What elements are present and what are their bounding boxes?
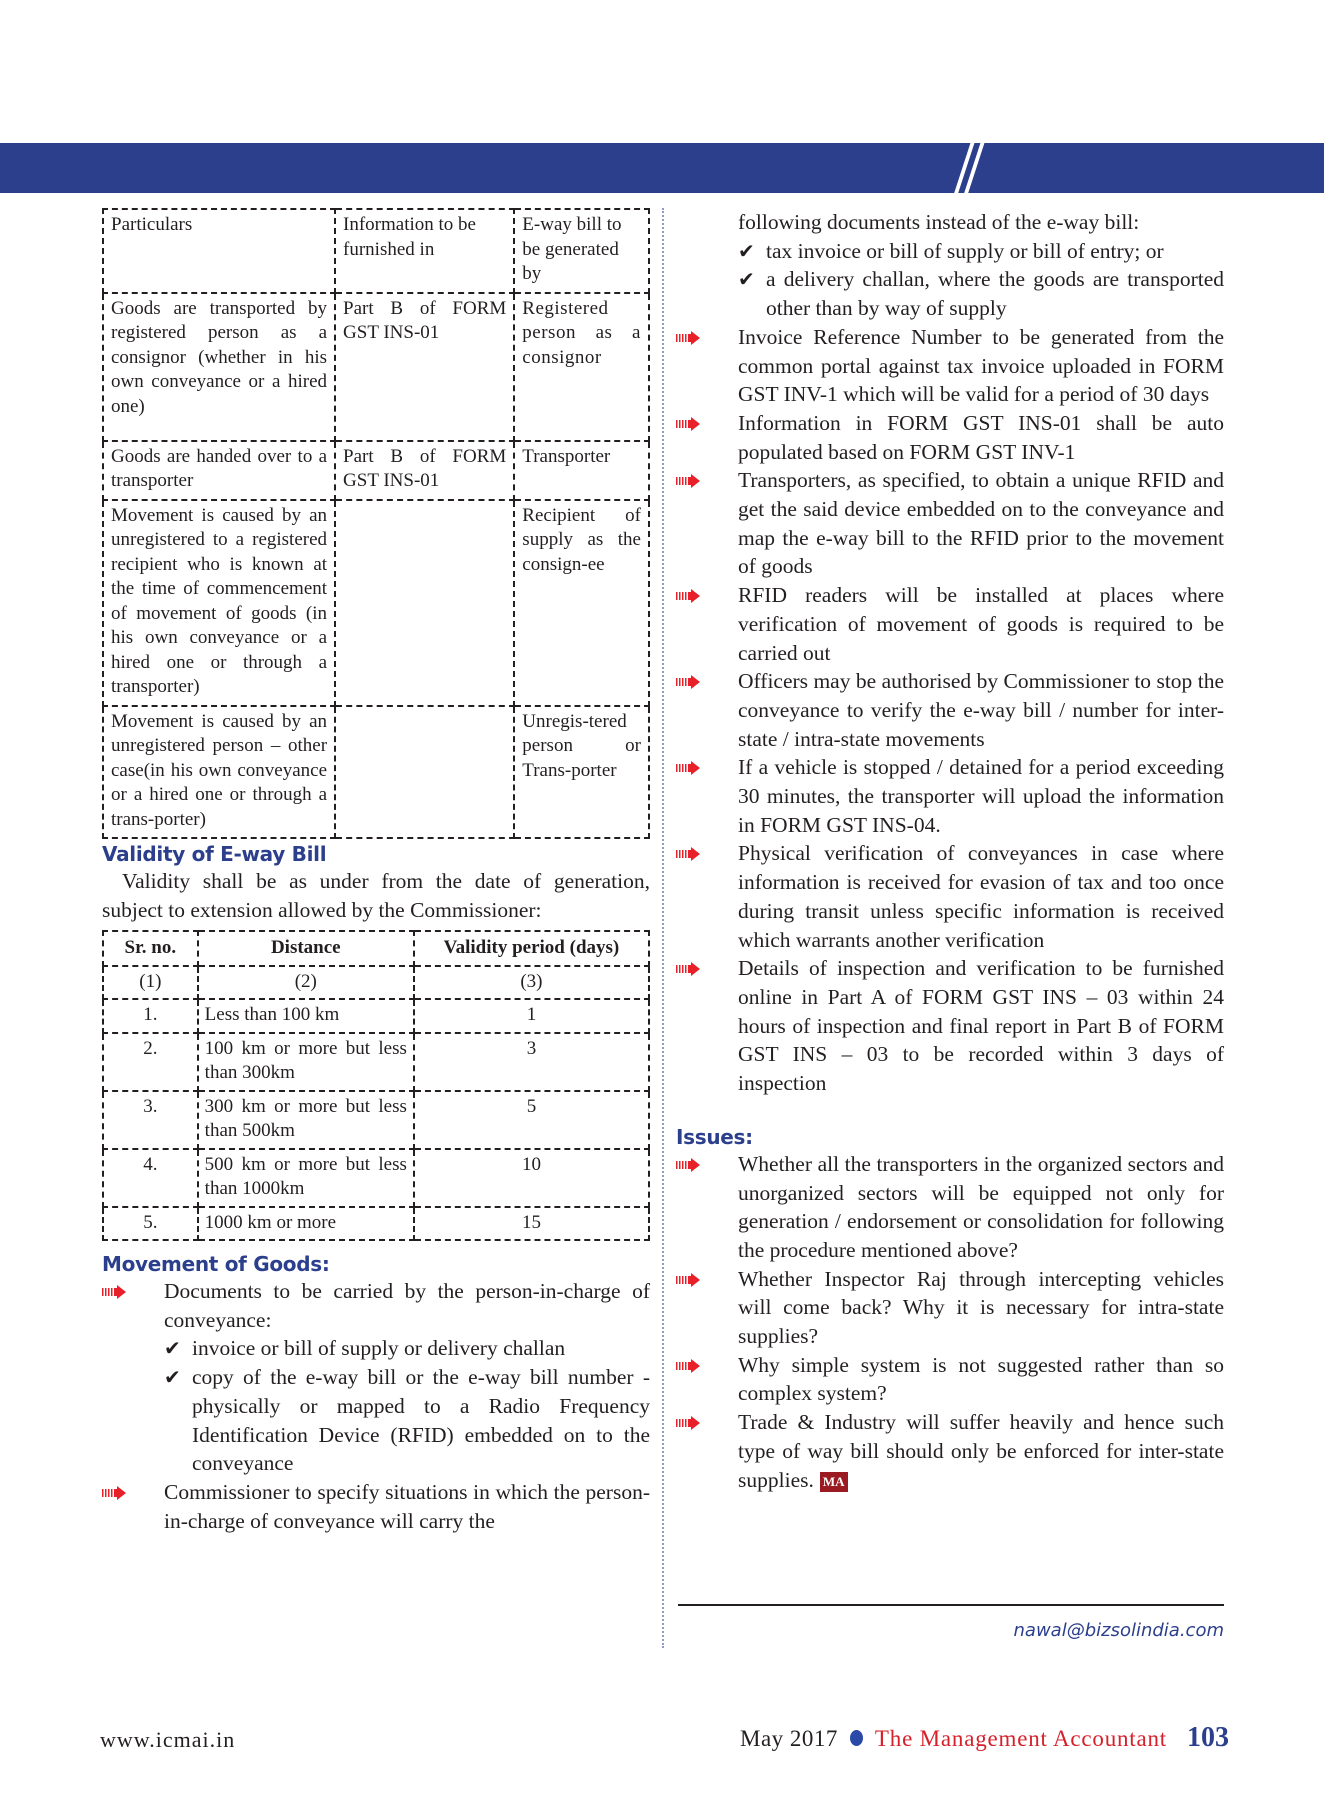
table-cell: Movement is caused by an unregistered to a registered recipient who is known at the time of commencement of movement of goods (in his own conveyance or a hired one or through a transporter) xyxy=(103,500,335,706)
list-item-text: Whether Inspector Raj through intercepting vehicles will come back? Why it is necessary for intra-state supplies? xyxy=(738,1266,1224,1349)
table-header-cell: E-way bill to be generated by xyxy=(514,209,649,293)
section-heading-issues: Issues: xyxy=(676,1124,753,1149)
table-cell: Goods are handed over to a transporter xyxy=(103,441,335,500)
table-header-cell: Information to be furnished in xyxy=(335,209,514,293)
table-cell: (2) xyxy=(198,966,414,1000)
check-item-text: copy of the e-way bill or the e-way bill number - physically or mapped to a Radio Frequency Identification Device (RFID) embedded on to the conveyance xyxy=(192,1365,650,1476)
table-cell: 3 xyxy=(414,1033,649,1091)
list-item xyxy=(676,1351,1224,1408)
red-arrow-icon xyxy=(676,1416,700,1430)
check-item xyxy=(164,1334,650,1363)
list-item-text: Whether all the transporters in the organized sectors and unorganized sectors will be equipped not only for generation / endorsement or consolidation for following the procedure mentioned above? xyxy=(738,1151,1224,1262)
list-item-text: Details of inspection and verification to be furnished online in Part A of FORM GST INS – 03 within 24 hours of inspection and final report in Part B of FORM GST INS – 03 to be recorded within 3 days of inspection xyxy=(738,956,1224,1096)
list-item-text: RFID readers will be installed at places where verification of movement of goods is required to be carried out xyxy=(738,583,1224,665)
red-arrow-icon xyxy=(676,417,700,431)
table-cell: (3) xyxy=(414,966,649,1000)
red-arrow-icon xyxy=(676,962,700,976)
table-cell: 500 km or more but less than 1000km xyxy=(198,1149,414,1207)
table-header-cell: Particulars xyxy=(103,209,335,293)
table-cell: 1 xyxy=(414,999,649,1033)
table-cell: 300 km or more but less than 500km xyxy=(198,1091,414,1149)
table-row xyxy=(103,1149,649,1207)
right-column xyxy=(676,208,1224,1494)
table-subheader-row xyxy=(103,966,649,1000)
table-header-cell: Validity period (days) xyxy=(414,931,649,966)
list-item-text: Transporters, as specified, to obtain a unique RFID and get the said device embedded on to the conveyance and map the e-way bill to the RFID prior to the movement of goods xyxy=(738,468,1224,579)
bullet-dot-icon xyxy=(850,1730,863,1746)
table-cell: (1) xyxy=(103,966,198,1000)
continuation-text: following documents instead of the e-way bill: xyxy=(738,210,1140,234)
red-arrow-icon xyxy=(676,331,700,345)
validity-table xyxy=(102,930,650,1241)
table-cell: Part B of FORM GST INS-01 xyxy=(335,441,514,500)
column-divider xyxy=(662,208,664,1648)
checkmark-icon: ✔ xyxy=(738,238,755,263)
list-item xyxy=(676,753,1224,839)
list-item xyxy=(676,1265,1224,1351)
table-cell: 100 km or more but less than 300km xyxy=(198,1033,414,1091)
checkmark-icon: ✔ xyxy=(164,1365,181,1390)
list-item xyxy=(676,839,1224,954)
table-cell: Movement is caused by an unregistered person – other case(in his own conveyance or a hired one or through a trans-porter) xyxy=(103,706,335,839)
table-cell: 1. xyxy=(103,999,198,1033)
footer-website-link[interactable]: www.icmai.in xyxy=(100,1727,236,1752)
table-cell: Goods are transported by registered person as a consignor (whether in his own conveyance or a hired one) xyxy=(103,293,335,441)
movement-list xyxy=(102,1277,650,1535)
table-cell: 15 xyxy=(414,1207,649,1241)
red-arrow-icon xyxy=(102,1285,126,1299)
table-row xyxy=(103,441,649,500)
eway-generation-table xyxy=(102,208,650,839)
check-list xyxy=(738,237,1224,323)
list-item-text: Why simple system is not suggested rather than so complex system? xyxy=(738,1352,1224,1406)
table-cell: Part B of FORM GST INS-01 xyxy=(335,293,514,441)
table-cell: Less than 100 km xyxy=(198,999,414,1033)
table-cell: 3. xyxy=(103,1091,198,1149)
list-item xyxy=(676,667,1224,753)
table-row xyxy=(103,1091,649,1149)
table-cell: 1000 km or more xyxy=(198,1207,414,1241)
procedure-list xyxy=(676,323,1224,1098)
table-row xyxy=(103,500,649,706)
red-arrow-icon xyxy=(102,1486,126,1500)
list-item xyxy=(676,1150,1224,1265)
table-header-row xyxy=(103,931,649,966)
list-item xyxy=(676,1408,1224,1494)
check-item-text: tax invoice or bill of supply or bill of entry; or xyxy=(766,238,1164,263)
validity-intro: Validity shall be as under from the date of generation, subject to extension allowed by the Commissioner: xyxy=(102,869,650,922)
table-cell: Recipient of supply as the consign-ee xyxy=(514,500,649,706)
table-header-cell: Distance xyxy=(198,931,414,966)
list-item-text: If a vehicle is stopped / detained for a period exceeding 30 minutes, the transporter will upload the information in FORM GST INS-04. xyxy=(738,755,1224,837)
section-heading-movement: Movement of Goods: xyxy=(102,1252,330,1276)
list-item xyxy=(676,323,1224,409)
header-band xyxy=(0,143,1324,193)
list-item xyxy=(102,1277,650,1478)
red-arrow-icon xyxy=(676,1158,700,1172)
list-item-text: Information in FORM GST INS-01 shall be auto populated based on FORM GST INV-1 xyxy=(738,410,1224,464)
footer-magazine-title: The Management Accountant xyxy=(874,1726,1167,1751)
table-cell: 5. xyxy=(103,1207,198,1241)
list-item xyxy=(676,409,1224,466)
checkmark-icon: ✔ xyxy=(164,1336,181,1361)
table-row xyxy=(103,1033,649,1091)
table-cell: 2. xyxy=(103,1033,198,1091)
list-item xyxy=(676,466,1224,581)
check-item-text: a delivery challan, where the goods are transported other than by way of supply xyxy=(766,267,1224,321)
table-cell: 4. xyxy=(103,1149,198,1207)
table-cell: Unregis-tered person or Trans-porter xyxy=(514,706,649,839)
list-item xyxy=(676,581,1224,667)
check-item-text: invoice or bill of supply or delivery challan xyxy=(192,1336,566,1361)
table-header-row xyxy=(103,209,649,293)
author-rule xyxy=(678,1604,1224,1606)
table-row xyxy=(103,1207,649,1241)
continuation-block xyxy=(676,208,1224,323)
table-cell xyxy=(335,500,514,706)
check-item xyxy=(738,265,1224,322)
left-column xyxy=(102,208,650,1535)
table-cell: Transporter xyxy=(514,441,649,500)
table-cell: Registered person as a consignor xyxy=(514,293,649,441)
table-cell: 5 xyxy=(414,1091,649,1149)
footer-masthead xyxy=(740,1722,1229,1754)
red-arrow-icon xyxy=(676,474,700,488)
section-heading-validity: Validity of E-way Bill xyxy=(102,842,327,866)
ma-end-badge: MA xyxy=(820,1472,848,1492)
table-cell xyxy=(335,706,514,839)
table-header-cell: Sr. no. xyxy=(103,931,198,966)
red-arrow-icon xyxy=(676,675,700,689)
list-item-text: Officers may be authorised by Commissioner to stop the conveyance to verify the e-way bill / number for inter-state / intra-state movements xyxy=(738,669,1224,751)
list-item-text: Trade & Industry will suffer heavily and hence such type of way bill should only be enforced for inter-state supplies. xyxy=(738,1410,1224,1492)
author-email-link[interactable]: nawal@bizsolindia.com xyxy=(1013,1620,1224,1641)
check-list xyxy=(164,1334,650,1478)
list-item-text: Invoice Reference Number to be generated from the common portal against tax invoice uploaded in FORM GST INV-1 which will be valid for a period of 30 days xyxy=(738,324,1224,407)
red-arrow-icon xyxy=(676,761,700,775)
footer-date: May 2017 xyxy=(740,1726,838,1751)
table-row xyxy=(103,999,649,1033)
red-arrow-icon xyxy=(676,1273,700,1287)
table-row xyxy=(103,293,649,441)
page-number: 103 xyxy=(1187,1722,1229,1753)
check-item xyxy=(164,1363,650,1478)
list-item-text: Physical verification of conveyances in case where information is received for evasion of tax and too once during transit unless specific information is received which warrants another verification xyxy=(738,841,1224,952)
checkmark-icon: ✔ xyxy=(738,267,755,292)
list-item-text: Documents to be carried by the person-in-charge of conveyance: xyxy=(164,1279,650,1332)
red-arrow-icon xyxy=(676,1359,700,1373)
red-arrow-icon xyxy=(676,847,700,861)
list-item-text: Commissioner to specify situations in which the person-in-charge of conveyance will carry the xyxy=(164,1479,650,1533)
list-item xyxy=(676,954,1224,1098)
table-cell: 10 xyxy=(414,1149,649,1207)
list-item xyxy=(102,1478,650,1535)
table-row xyxy=(103,706,649,839)
issues-list xyxy=(676,1150,1224,1494)
red-arrow-icon xyxy=(676,589,700,603)
check-item xyxy=(738,237,1224,266)
